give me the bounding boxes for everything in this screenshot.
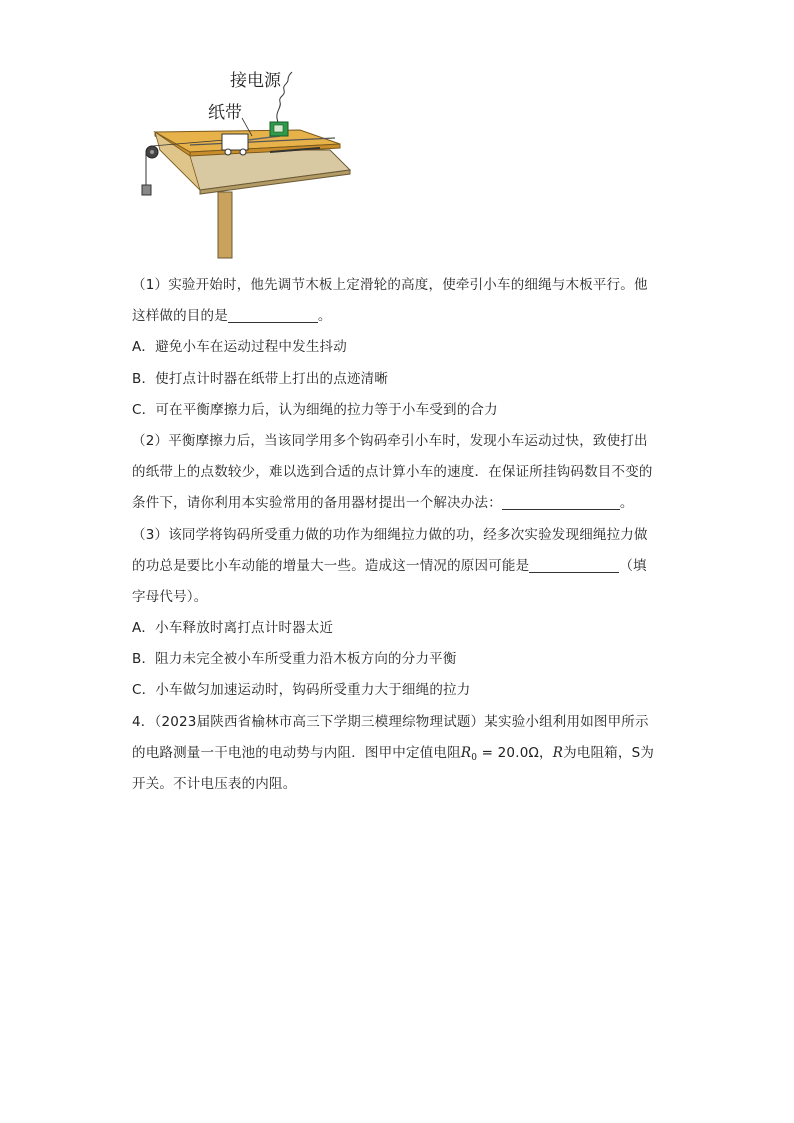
r0-symbol: $R_0$ [460, 744, 478, 763]
q1-line2-prefix: 这样做的目的是 [132, 308, 228, 325]
q2-line1: （2）平衡摩擦力后，当该同学用多个钩码牵引小车时，发现小车运动过快，致使打出 [132, 432, 648, 449]
answer-blank-q3[interactable] [529, 556, 619, 573]
q1-option-b: B．使打点计时器在纸带上打出的点迹清晰 [132, 370, 389, 387]
q4-line2-suffix: 为电阻箱，S为 [563, 744, 655, 761]
r-symbol: R [552, 744, 564, 761]
q4-line3: 开关。不计电压表的内阻。 [132, 776, 297, 792]
q2-line3-prefix: 条件下，请你利用本实验常用的备用器材提出一个解决办法： [132, 495, 502, 512]
q1-line2-suffix: 。 [317, 308, 332, 325]
table-leg [218, 192, 232, 258]
cart [222, 134, 248, 150]
q3-line1: （3）该同学将钩码所受重力做的功作为细绳拉力做的功，经多次实验发现细绳拉力做 [132, 526, 648, 543]
q3-option-a: A．小车释放时离打点计时器太近 [132, 620, 334, 637]
q1-option-a: A．避免小车在运动过程中发生抖动 [132, 339, 347, 356]
question-text [132, 270, 672, 800]
q2-line3 [132, 488, 672, 519]
power-label: 接电源 [230, 71, 281, 91]
q3-line2 [132, 551, 672, 582]
r0-value: = 20.0Ω [477, 744, 539, 761]
answer-blank-q2[interactable] [502, 493, 620, 510]
q3-line2-suffix: （填 [619, 557, 647, 574]
q4-line1: 4．（2023届陕西省榆林市高三下学期三模理综物理试题）某实验小组利用如图甲所示 [132, 713, 649, 730]
q3-line2-prefix: 的功总是要比小车动能的增量大一些。造成这一情况的原因可能是 [132, 557, 530, 574]
hanging-weight [142, 185, 151, 195]
paper-tape-label: 纸带 [208, 103, 242, 123]
q1-line1: （1）实验开始时，他先调节木板上定滑轮的高度，使牵引小车的细绳与木板平行。他 [132, 277, 648, 293]
answer-blank-q1[interactable] [228, 306, 318, 323]
q3-option-c: C．小车做匀加速运动时，钩码所受重力大于细绳的拉力 [132, 682, 471, 699]
q1-option-c: C．可在平衡摩擦力后，认为细绳的拉力等于小车受到的合力 [132, 401, 498, 418]
q4-line2-comma: ， [539, 744, 553, 761]
apparatus-figure [130, 60, 360, 265]
q4-line2 [132, 738, 672, 769]
q4-line2-prefix: 的电路测量一干电池的电动势与内阻．图甲中定值电阻 [132, 744, 461, 761]
q3-option-b: B．阻力未完全被小车所受重力沿木板方向的分力平衡 [132, 651, 457, 668]
q1-line2 [132, 301, 672, 332]
q2-line3-suffix: 。 [619, 495, 634, 512]
q2-line2: 的纸带上的点数较少，难以选到合适的点计算小车的速度．在保证所挂钩码数目不变的 [132, 464, 653, 481]
q3-line3: 字母代号）。 [132, 588, 208, 605]
